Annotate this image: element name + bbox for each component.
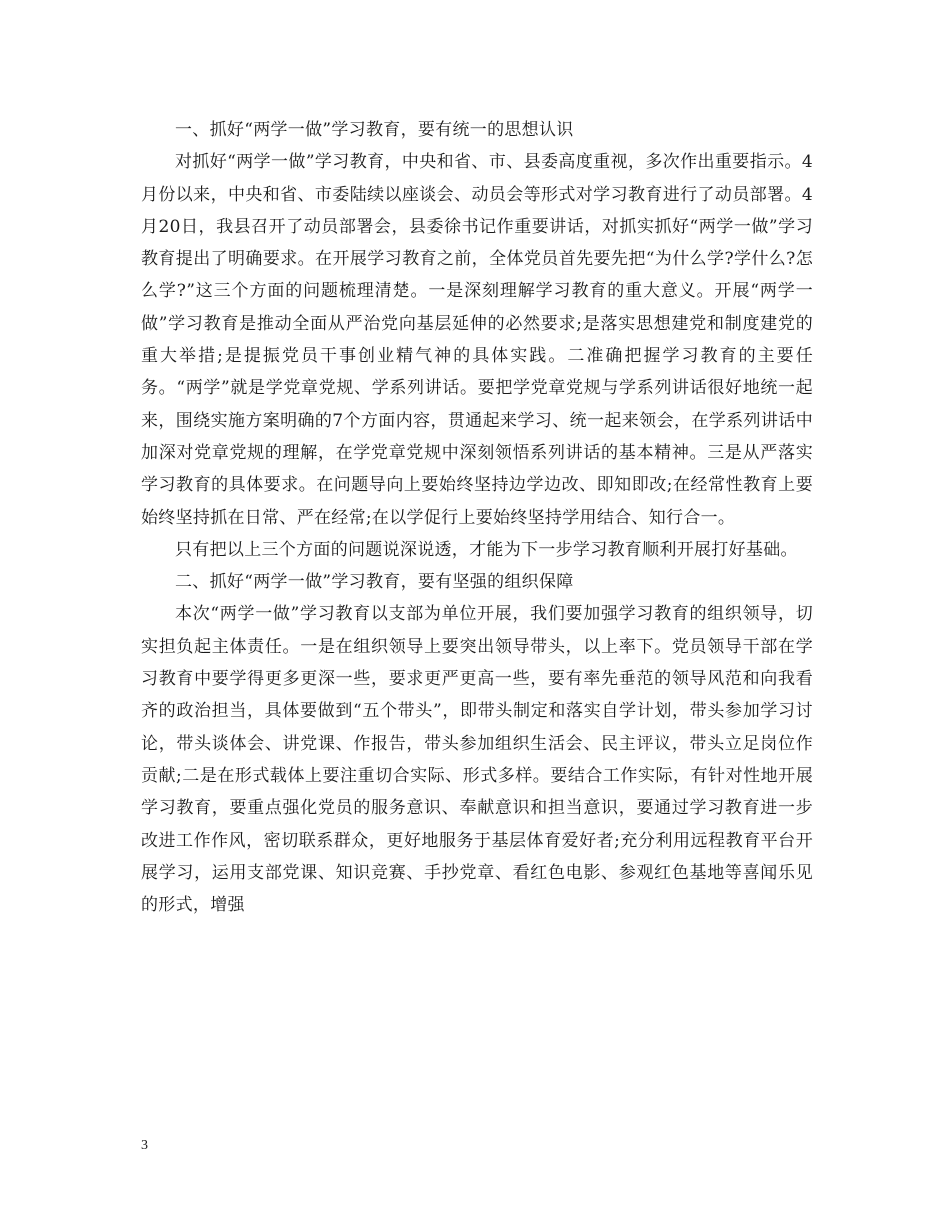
section-heading-2: 二、抓好“两学一做”学习教育，要有坚强的组织保障	[175, 572, 574, 593]
section-heading-1: 一、抓好“两学一做”学习教育，要有统一的思想认识	[175, 120, 574, 140]
body-paragraph: 只有把以上三个方面的问题说深说透，才能为下一步学习教育顺利开展打好基础。	[175, 539, 798, 560]
document-body	[141, 114, 813, 921]
body-paragraph: 对抓好“两学一做”学习教育，中央和省、市、县委高度重视，多次作出重要指示。4月份以来，中央和省、市委陆续以座谈会、动员会等形式对学习教育进行了动员部署。4月20日，我县召开了动员部署会，县委徐书记作重要讲话，对抓实抓好“两学一做”学习教育提出了明确要求。在开展学习教育之前，全体党员首先要先把“为什么学?学什么?怎么学?”这三个方面的问题梳理清楚。一是深刻理解学习教育的重大意义。开展“两学一做”学习教育是推动全面从严治党向基层延伸的必然要求;是落实思想建党和制度建党的重大举措;是提振党员干事创业精气神的具体实践。二准确把握学习教育的主要任务。“两学”就是学党章党规、学系列讲话。要把学党章党规与学系列讲话很好地统一起来，围绕实施方案明确的7个方面内容，贯通起来学习、统一起来领会，在学系列讲话中加深对党章党规的理解，在学党章党规中深刻领悟系列讲话的基本精神。三是从严落实学习教育的具体要求。在问题导向上要始终坚持边学边改、即知即改;在经常性教育上要始终坚持抓在日常、严在经常;在以学促行上要始终坚持学用结合、知行合一。	[141, 152, 813, 528]
page-number: 3	[141, 1138, 148, 1153]
body-paragraph: 本次“两学一做”学习教育以支部为单位开展，我们要加强学习教育的组织领导，切实担负起主体责任。一是在组织领导上要突出领导带头，以上率下。党员领导干部在学习教育中要学得更多更深一些，要求更严更高一些，要有率先垂范的领导风范和向我看齐的政治担当，具体要做到“五个带头”，即带头制定和落实自学计划，带头参加学习讨论，带头谈体会、讲党课、作报告，带头参加组织生活会、民主评议，带头立足岗位作贡献;二是在形式载体上要注重切合实际、形式多样。要结合工作实际，有针对性地开展学习教育，要重点强化党员的服务意识、奉献意识和担当意识，要通过学习教育进一步改进工作作风，密切联系群众，更好地服务于基层体育爱好者;充分利用远程教育平台开展学习，运用支部党课、知识竞赛、手抄党章、看红色电影、参观红色基地等喜闻乐见的形式，增强	[141, 604, 813, 916]
